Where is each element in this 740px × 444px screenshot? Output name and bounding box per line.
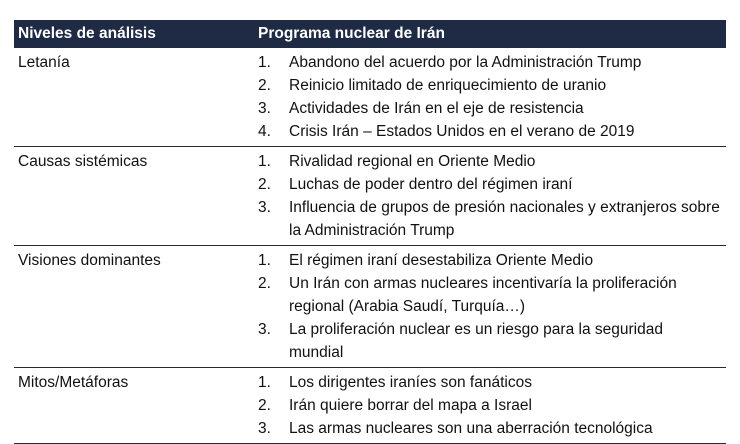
header-row [14, 20, 726, 48]
list-item [258, 150, 720, 173]
item-text: Las armas nucleares son una aberración tecnológica [289, 420, 653, 437]
list-item [258, 272, 720, 318]
header-program: Programa nuclear de Irán [254, 20, 726, 48]
item-text: Los dirigentes iraníes son fanáticos [289, 374, 532, 391]
list-item [258, 97, 720, 120]
item-number: 3. [258, 199, 271, 216]
items-list [258, 249, 720, 364]
item-number: 1. [258, 252, 271, 269]
list-item [258, 371, 720, 394]
table-row-mitos [14, 368, 726, 444]
item-text: Abandono del acuerdo por la Administración Trump [289, 54, 642, 71]
item-number: 4. [258, 123, 271, 140]
items-list [258, 371, 720, 440]
list-item [258, 120, 720, 143]
item-number: 2. [258, 77, 271, 94]
item-number: 2. [258, 275, 271, 292]
item-text: Rivalidad regional en Oriente Medio [289, 153, 536, 170]
table-body [14, 48, 726, 444]
item-text: Irán quiere borrar del mapa a Israel [289, 397, 532, 414]
item-text: El régimen iraní desestabiliza Oriente Medio [289, 252, 594, 269]
items-cell [254, 48, 726, 147]
item-number: 1. [258, 374, 271, 391]
level-cell: Mitos/Metáforas [18, 374, 129, 391]
list-item [258, 51, 720, 74]
table-row-letania [14, 48, 726, 147]
item-number: 1. [258, 153, 271, 170]
item-number: 3. [258, 321, 271, 338]
item-number: 3. [258, 420, 271, 437]
items-list [258, 51, 720, 143]
item-text: Actividades de Irán en el eje de resistencia [289, 100, 584, 117]
level-cell: Causas sistémicas [18, 153, 148, 170]
item-text: Influencia de grupos de presión nacionales y extranjeros sobre la Administración Trump [289, 199, 720, 239]
item-text: Luchas de poder dentro del régimen iraní [289, 176, 573, 193]
list-item [258, 249, 720, 272]
analysis-table [14, 20, 726, 444]
item-text: Crisis Irán – Estados Unidos en el verano de 2019 [289, 123, 635, 140]
items-cell [254, 246, 726, 368]
level-cell: Letanía [18, 54, 70, 71]
item-text: Un Irán con armas nucleares incentivaría la proliferación regional (Arabia Saudí, Turquía…) [289, 275, 677, 315]
list-item [258, 196, 720, 242]
items-cell [254, 147, 726, 246]
item-number: 2. [258, 397, 271, 414]
item-text: Reinicio limitado de enriquecimiento de uranio [289, 77, 607, 94]
item-number: 2. [258, 176, 271, 193]
list-item [258, 394, 720, 417]
list-item [258, 417, 720, 440]
list-item [258, 318, 720, 364]
items-list [258, 150, 720, 242]
table-row-causas [14, 147, 726, 246]
items-cell [254, 368, 726, 444]
table-header [14, 20, 726, 48]
table-row-visiones [14, 246, 726, 368]
header-levels: Niveles de análisis [14, 20, 254, 48]
item-text: La proliferación nuclear es un riesgo para la seguridad mundial [289, 321, 663, 361]
analysis-table-container [14, 20, 726, 444]
list-item [258, 173, 720, 196]
item-number: 1. [258, 54, 271, 71]
item-number: 3. [258, 100, 271, 117]
level-cell: Visiones dominantes [18, 252, 161, 269]
list-item [258, 74, 720, 97]
